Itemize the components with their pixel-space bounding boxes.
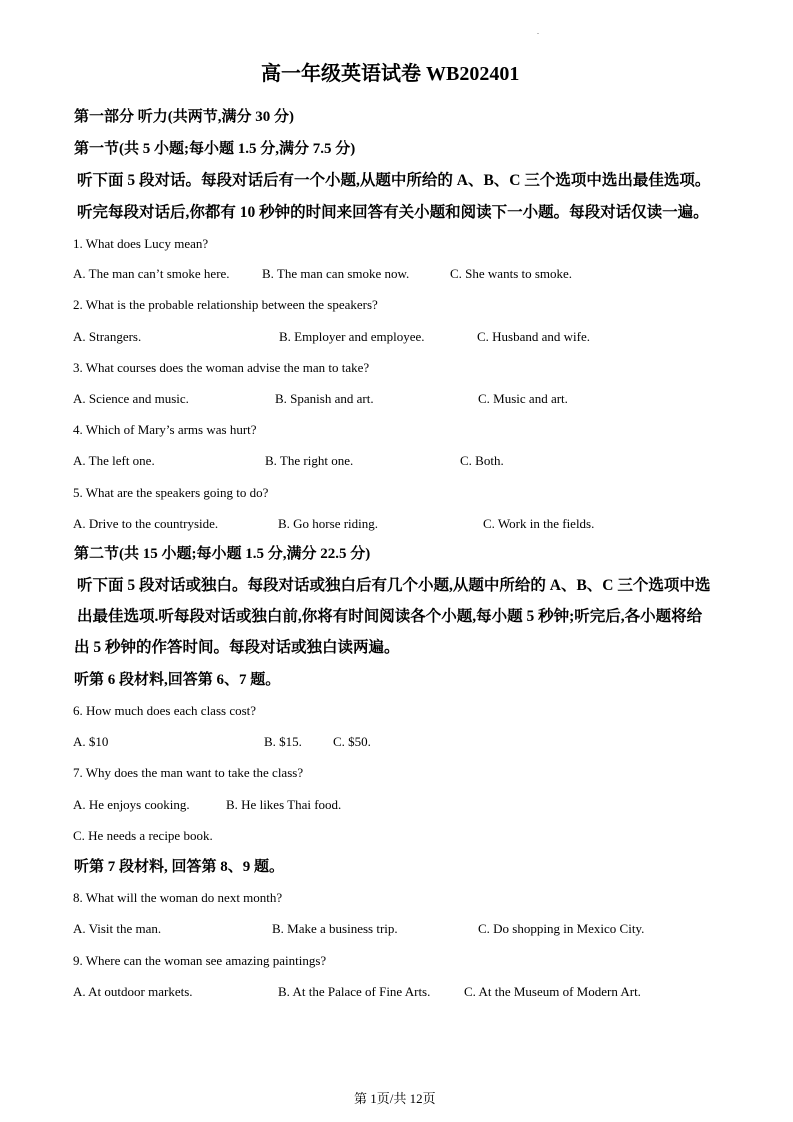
option-c: C. She wants to smoke.: [450, 266, 573, 281]
option-b: B. The right one.: [265, 453, 354, 468]
option-a: A. Drive to the countryside.: [73, 516, 219, 531]
option-c: C. $50.: [333, 734, 371, 749]
option-a: A. He enjoys cooking.: [73, 797, 190, 812]
option-b: B. Make a business trip.: [272, 921, 398, 936]
question-text: 3. What courses does the woman advise the man to take?: [73, 360, 370, 375]
part-heading: 第一部分 听力(共两节,满分 30 分): [74, 109, 294, 125]
option-c: C. Both.: [460, 453, 504, 468]
option-a: A. Science and music.: [73, 391, 189, 406]
question-text: 4. Which of Mary’s arms was hurt?: [73, 422, 257, 437]
instruction-line: 出最佳选项.听每段对话或独白前,你将有时间阅读各个小题,每小题 5 秒钟;听完后,各小题将给: [77, 608, 703, 625]
option-a: A. At outdoor markets.: [73, 984, 193, 999]
instruction-line: 听下面 5 段对话。每段对话后有一个小题,从题中所给的 A、B、C 三个选项中选出最佳选项。: [77, 172, 711, 189]
option-b: B. He likes Thai food.: [226, 797, 342, 812]
option-b: B. Spanish and art.: [275, 391, 374, 406]
option-c: C. Husband and wife.: [477, 329, 591, 344]
option-a: A. The left one.: [73, 453, 155, 468]
material-heading: 听第 7 段材料, 回答第 8、9 题。: [74, 859, 285, 875]
option-c: C. At the Museum of Modern Art.: [464, 984, 641, 999]
option-a: A. $10: [73, 734, 109, 749]
material-heading: 听第 6 段材料,回答第 6、7 题。: [74, 672, 281, 688]
option-b: B. Go horse riding.: [278, 516, 379, 531]
page-footer: 第 1页/共 12页: [354, 1091, 436, 1106]
option-c: C. Music and art.: [478, 391, 568, 406]
instruction-line: 听下面 5 段对话或独白。每段对话或独白后有几个小题,从题中所给的 A、B、C 三个选项中选: [77, 577, 711, 594]
option-a: A. The man can’t smoke here.: [73, 266, 230, 281]
option-c: C. Do shopping in Mexico City.: [478, 921, 645, 936]
question-text: 1. What does Lucy mean?: [73, 236, 209, 251]
option-c: C. He needs a recipe book.: [73, 828, 213, 843]
question-text: 7. Why does the man want to take the class?: [73, 765, 304, 780]
question-text: 9. Where can the woman see amazing paintings?: [73, 953, 327, 968]
option-a: A. Strangers.: [73, 329, 142, 344]
option-c: C. Work in the fields.: [483, 516, 595, 531]
question-text: 6. How much does each class cost?: [73, 703, 257, 718]
instruction-line: 听完每段对话后,你都有 10 秒钟的时间来回答有关小题和阅读下一小题。每段对话仅读一遍。: [77, 204, 709, 221]
option-b: B. The man can smoke now.: [262, 266, 410, 281]
option-b: B. At the Palace of Fine Arts.: [278, 984, 431, 999]
section-heading-2: 第二节(共 15 小题;每小题 1.5 分,满分 22.5 分): [74, 546, 371, 562]
page-title: 高一年级英语试卷 WB202401: [261, 63, 520, 85]
question-text: 2. What is the probable relationship between the speakers?: [73, 297, 378, 312]
section-heading-1: 第一节(共 5 小题;每小题 1.5 分,满分 7.5 分): [74, 141, 356, 157]
instruction-line: 出 5 秒钟的作答时间。每段对话或独白读两遍。: [74, 639, 400, 656]
question-text: 8. What will the woman do next month?: [73, 890, 283, 905]
option-b: B. $15.: [264, 734, 302, 749]
scan-dot: .: [537, 27, 539, 36]
option-b: B. Employer and employee.: [279, 329, 425, 344]
question-text: 5. What are the speakers going to do?: [73, 485, 269, 500]
option-a: A. Visit the man.: [73, 921, 162, 936]
